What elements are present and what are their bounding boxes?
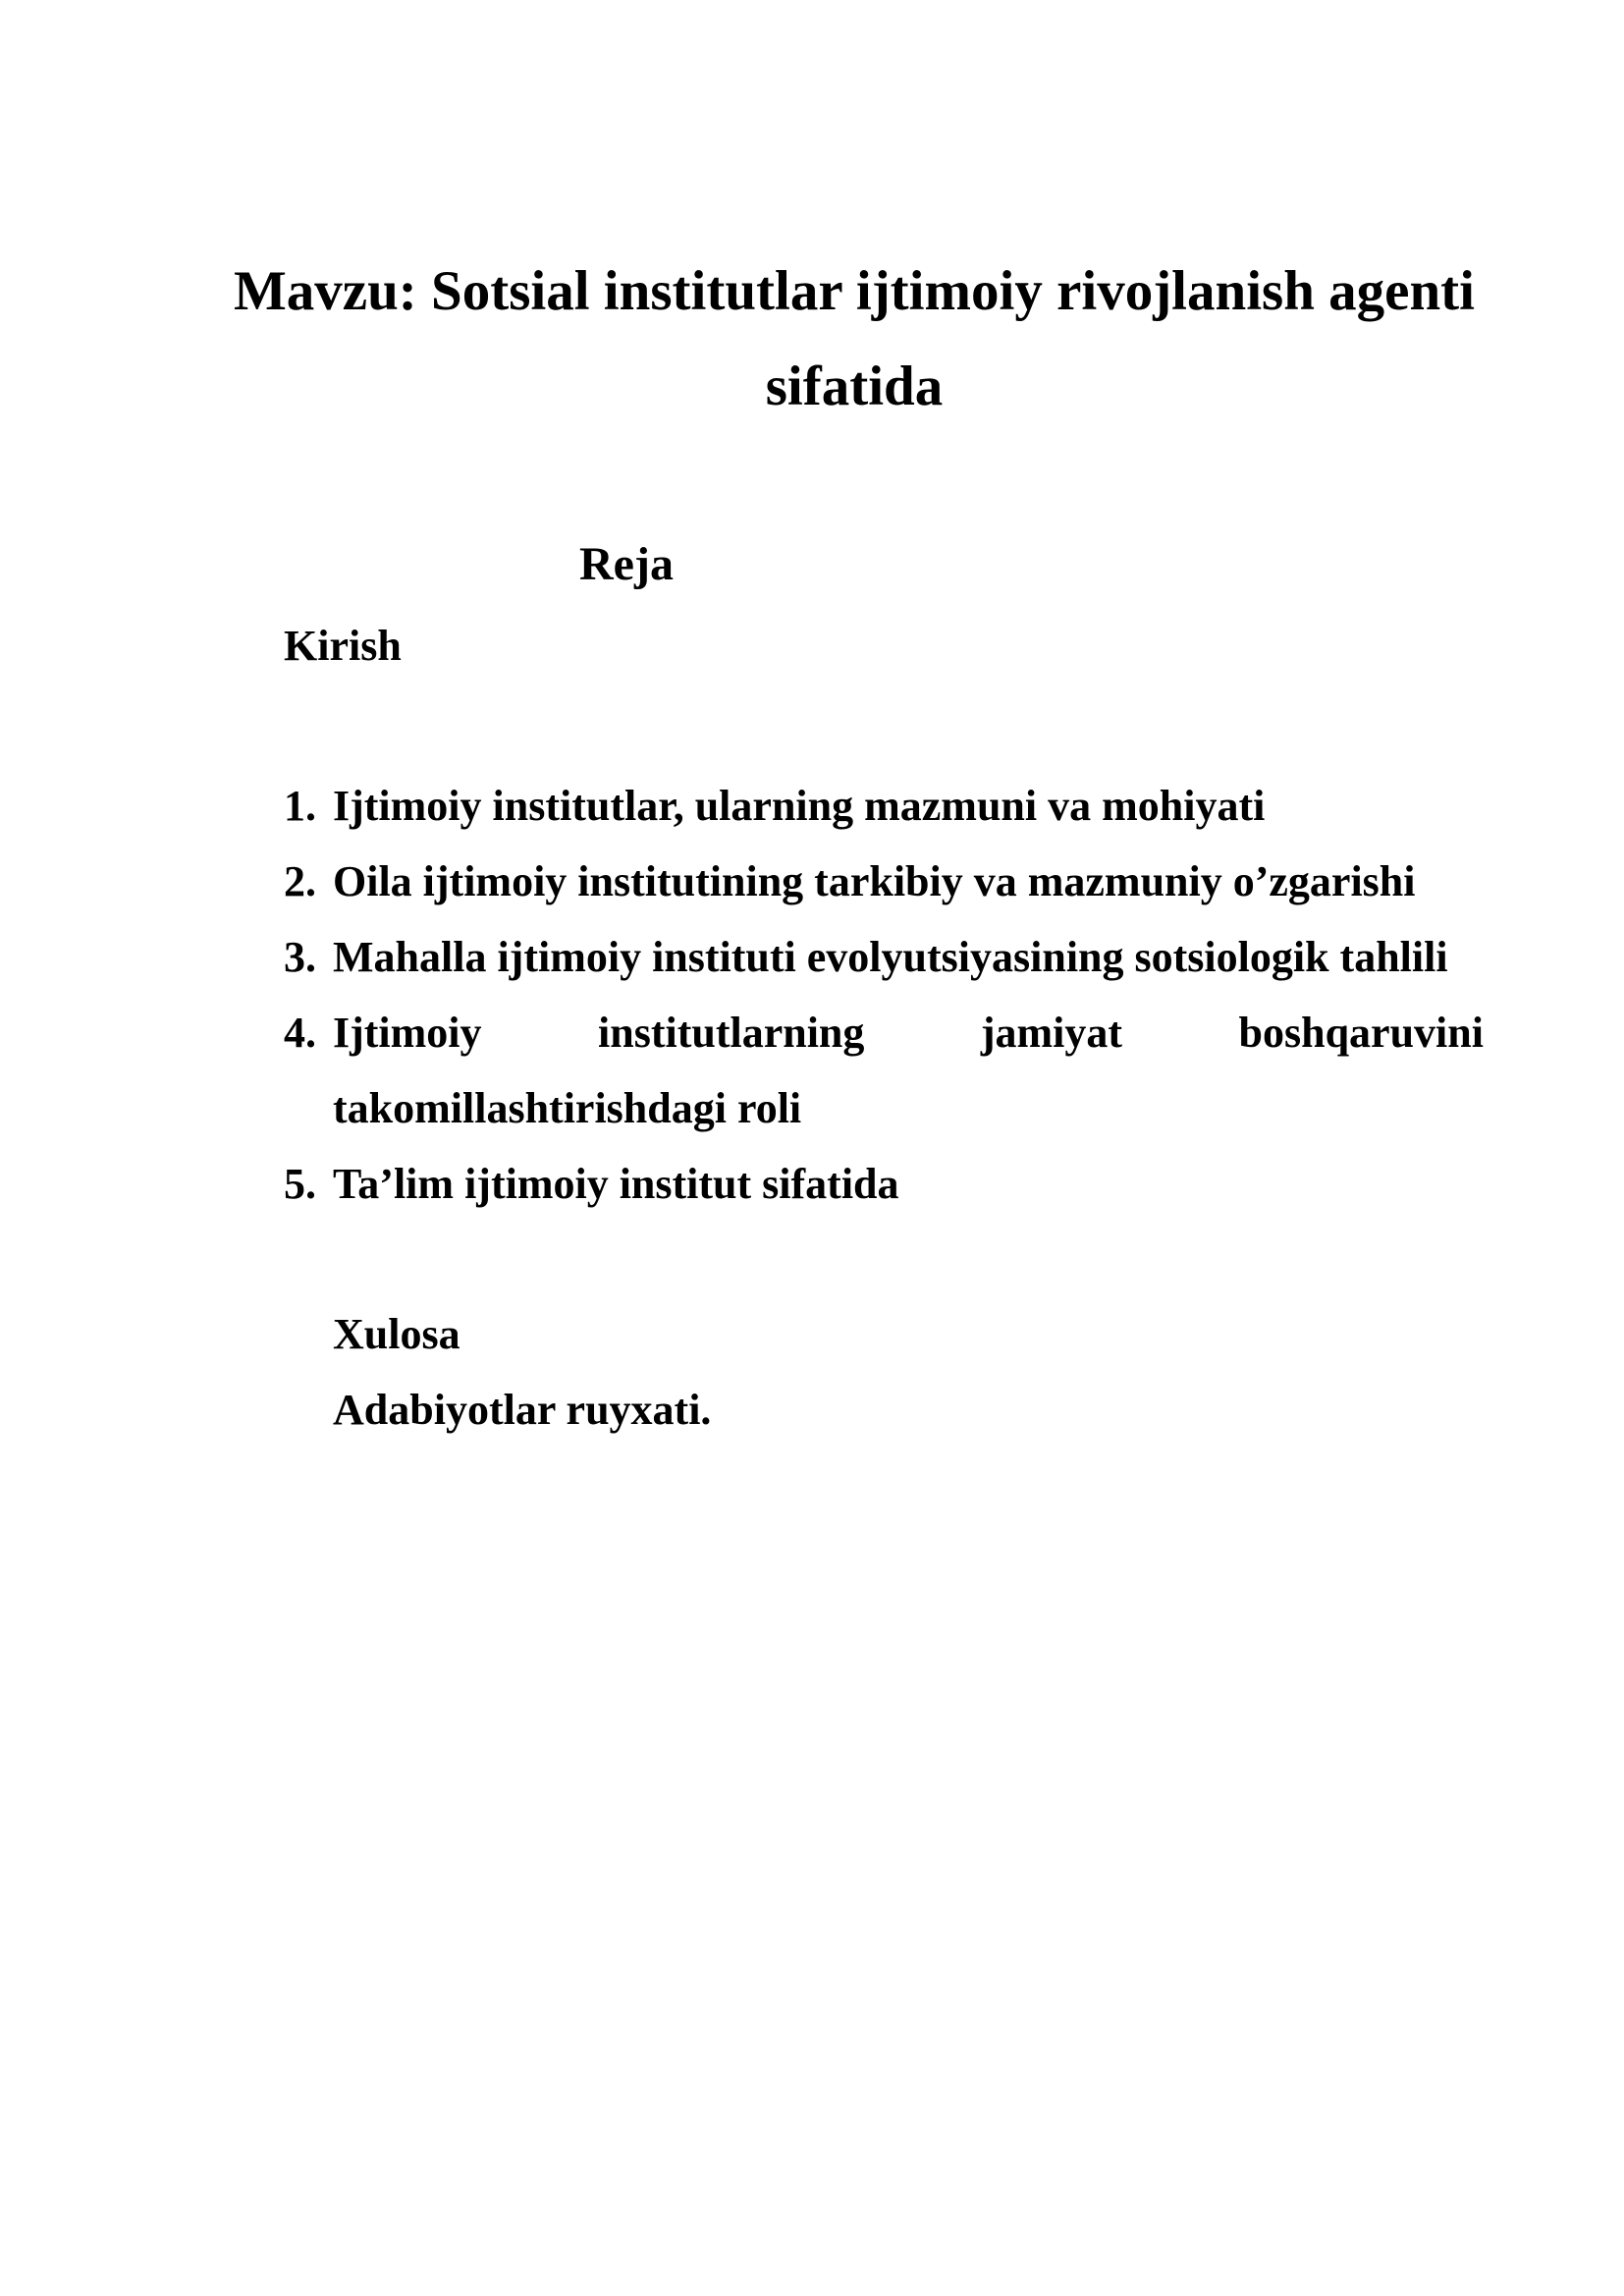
toc-item-4 [284, 995, 1484, 1146]
page-title: Mavzu: Sotsial institutlar ijtimoiy rivojlanish agenti sifatida [233, 260, 1476, 417]
toc-item-2 [284, 844, 1484, 919]
toc-number: 5. [284, 1160, 316, 1208]
toc-word: Ijtimoiy [333, 1009, 482, 1057]
toc-text: Ijtimoiy institutlar, ularning mazmuni va mohiyati [333, 782, 1266, 830]
toc-text: Mahalla ijtimoiy instituti evolyutsiyasining sotsiologik tahlili [333, 933, 1448, 981]
table-of-contents [284, 768, 1484, 1222]
toc-word: boshqaruvini [1238, 1009, 1484, 1057]
toc-text-line-1 [333, 995, 1484, 1070]
toc-word: institutlarning [598, 1009, 865, 1057]
toc-number: 4. [284, 1009, 316, 1057]
toc-item-5 [284, 1146, 1484, 1222]
plan-heading: Reja [579, 538, 674, 590]
closing-section [333, 1296, 711, 1448]
intro-heading: Kirish [284, 622, 402, 670]
toc-item-1 [284, 768, 1484, 844]
toc-text: Oila ijtimoiy institutining tarkibiy va mazmuniy o’zgarishi [333, 857, 1416, 905]
toc-number: 2. [284, 857, 316, 905]
toc-number: 1. [284, 782, 316, 830]
toc-word: jamiyat [980, 1009, 1123, 1057]
toc-item-3 [284, 919, 1484, 995]
toc-text-line-2: takomillashtirishdagi roli [333, 1084, 802, 1132]
toc-text [333, 995, 1484, 1146]
conclusion-heading: Xulosa [333, 1310, 460, 1358]
toc-text: Ta’lim ijtimoiy institut sifatida [333, 1160, 899, 1208]
toc-number: 3. [284, 933, 316, 981]
references-heading: Adabiyotlar ruyxati. [333, 1386, 712, 1434]
